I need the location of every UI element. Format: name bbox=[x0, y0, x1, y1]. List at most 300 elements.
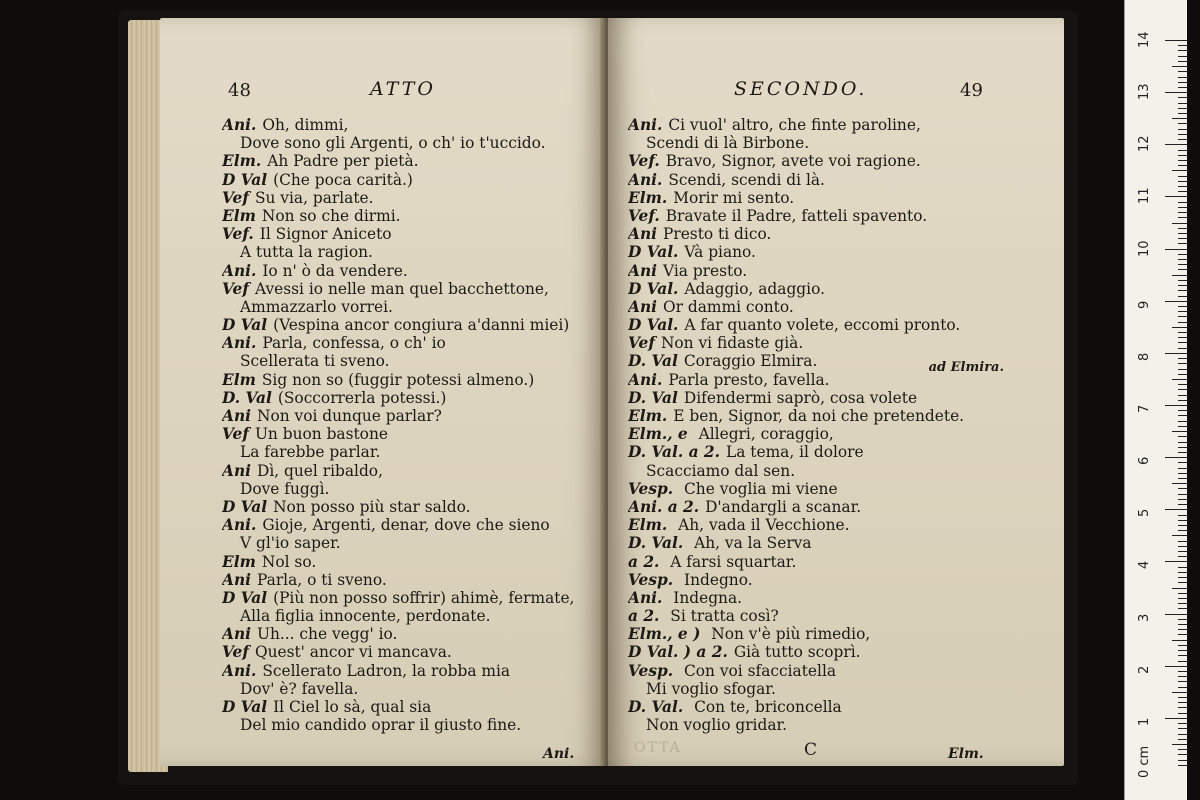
speaker-label: Ani bbox=[222, 625, 251, 644]
line-text: (Più non posso soffrir) ahimè, fermate, bbox=[273, 588, 575, 607]
verse-line bbox=[628, 553, 1056, 571]
line-text: Parla presto, favella. bbox=[668, 370, 830, 389]
speaker-label: Vef bbox=[222, 425, 249, 444]
verse-line bbox=[628, 625, 1056, 643]
speaker-label: Vef bbox=[222, 188, 249, 207]
speaker-label: D Val bbox=[222, 588, 268, 607]
ruler-tick bbox=[1178, 650, 1187, 651]
verse-line bbox=[222, 243, 600, 261]
line-text: Parla, o ti sveno. bbox=[256, 570, 387, 589]
ruler-tick bbox=[1178, 139, 1187, 140]
verse-line bbox=[222, 389, 600, 407]
verse-line bbox=[222, 425, 600, 443]
verse-line bbox=[628, 498, 1056, 516]
running-header-left: ATTO bbox=[370, 78, 436, 100]
verse-line bbox=[222, 316, 600, 334]
ruler-tick bbox=[1178, 410, 1187, 411]
ruler-tick bbox=[1178, 348, 1187, 349]
ruler-tick bbox=[1178, 608, 1187, 609]
line-text: Avessi io nelle man quel bacchettone, bbox=[254, 279, 549, 298]
verse-line bbox=[628, 571, 1056, 589]
line-text: D'andargli a scanar. bbox=[705, 497, 862, 516]
ruler-label: 1 bbox=[1137, 717, 1152, 726]
verse-line bbox=[222, 462, 600, 480]
ruler-tick bbox=[1178, 765, 1187, 766]
ruler-tick bbox=[1178, 243, 1187, 244]
speaker-label: Ani bbox=[222, 461, 251, 480]
line-text: Scacciamo dal sen. bbox=[646, 461, 796, 480]
speaker-label: Ani bbox=[628, 225, 657, 244]
ruler-tick bbox=[1178, 702, 1187, 703]
ruler-tick bbox=[1178, 61, 1187, 62]
line-text: (Che poca carità.) bbox=[273, 170, 413, 189]
ruler-tick bbox=[1172, 640, 1187, 641]
line-text: Ammazzarlo vorrei. bbox=[240, 297, 393, 316]
line-text: Io n' ò da vendere. bbox=[262, 261, 408, 280]
line-text: Si tratta così? bbox=[665, 607, 779, 626]
line-text: Già tutto scoprì. bbox=[733, 643, 861, 662]
line-text: Adaggio, adaggio. bbox=[684, 279, 825, 298]
speaker-label: D Val bbox=[222, 316, 268, 335]
verse-line bbox=[628, 262, 1056, 280]
ruler-tick bbox=[1178, 551, 1187, 552]
ruler-tick bbox=[1178, 593, 1187, 594]
ruler-tick bbox=[1172, 535, 1187, 536]
line-text: (Vespina ancor congiura a'danni miei) bbox=[273, 316, 570, 335]
measurement-ruler bbox=[1124, 0, 1187, 800]
verse-line bbox=[628, 334, 1056, 352]
ruler-tick bbox=[1178, 697, 1187, 698]
ruler-tick bbox=[1178, 645, 1187, 646]
ruler-tick bbox=[1178, 415, 1187, 416]
speaker-label: Elm bbox=[222, 370, 256, 389]
ruler-tick bbox=[1178, 515, 1187, 516]
ruler-tick bbox=[1178, 202, 1187, 203]
ruler-tick bbox=[1178, 400, 1187, 401]
ruler-tick bbox=[1178, 56, 1187, 57]
verse-line bbox=[628, 171, 1056, 189]
ruler-tick bbox=[1165, 249, 1187, 250]
ruler-tick bbox=[1178, 97, 1187, 98]
verse-line bbox=[222, 698, 600, 716]
verse-line bbox=[628, 425, 1056, 443]
ruler-tick bbox=[1178, 567, 1187, 568]
verse-line bbox=[628, 243, 1056, 261]
verse-line bbox=[222, 171, 600, 189]
speaker-label: D. Val. bbox=[628, 534, 684, 553]
ruler-tick bbox=[1178, 369, 1187, 370]
ruler-tick bbox=[1178, 228, 1187, 229]
ruler-label: 11 bbox=[1137, 187, 1152, 205]
ruler-tick bbox=[1178, 577, 1187, 578]
line-text: Con voi sfacciatella bbox=[679, 661, 837, 680]
line-text: Su via, parlate. bbox=[254, 188, 374, 207]
ruler-tick bbox=[1178, 728, 1187, 729]
ruler-label: 7 bbox=[1137, 404, 1152, 413]
line-text: Ah, vada il Vecchione. bbox=[673, 516, 850, 535]
ruler-tick bbox=[1178, 108, 1187, 109]
ruler-tick bbox=[1172, 588, 1187, 589]
line-text: Che voglia mi viene bbox=[679, 479, 838, 498]
ruler-tick bbox=[1178, 468, 1187, 469]
ruler-tick bbox=[1178, 296, 1187, 297]
verse-line bbox=[222, 280, 600, 298]
ruler-tick bbox=[1178, 254, 1187, 255]
verse-line bbox=[628, 134, 1056, 152]
ruler-label: 2 bbox=[1137, 665, 1152, 674]
ruler-tick bbox=[1178, 713, 1187, 714]
speaker-label: Vef bbox=[222, 643, 249, 662]
ruler-label: 14 bbox=[1137, 31, 1152, 48]
speaker-label: Vef bbox=[628, 334, 655, 353]
verse-line bbox=[222, 225, 600, 243]
line-text: Ah Padre per pietà. bbox=[267, 152, 419, 171]
line-text: Non vi fidaste già. bbox=[660, 334, 804, 353]
line-text: A farsi squartar. bbox=[665, 552, 797, 571]
ruler-tick bbox=[1178, 103, 1187, 104]
line-text: A tutta la ragion. bbox=[240, 243, 373, 262]
line-text: A far quanto volete, eccomi pronto. bbox=[684, 316, 961, 335]
ruler-tick bbox=[1178, 541, 1187, 542]
speaker-label: D Val bbox=[222, 497, 268, 516]
speaker-label: D Val. bbox=[628, 243, 679, 262]
speaker-label: D. Val. bbox=[628, 698, 684, 716]
line-text: (Soccorrerla potessi.) bbox=[277, 388, 447, 407]
ruler-tick bbox=[1165, 405, 1187, 406]
line-text: Mi voglio sfogar. bbox=[646, 679, 776, 698]
speaker-label: Elm bbox=[222, 552, 256, 571]
verse-line bbox=[628, 607, 1056, 625]
ruler-tick bbox=[1178, 619, 1187, 620]
verse-line bbox=[628, 316, 1056, 334]
verse-line bbox=[628, 207, 1056, 225]
line-text: V gl'io saper. bbox=[240, 534, 341, 553]
ruler-tick bbox=[1172, 170, 1187, 171]
speaker-label: Vesp. bbox=[628, 570, 674, 589]
line-text: Ci vuol' altro, che finte paroline, bbox=[668, 116, 921, 134]
verse-line bbox=[222, 553, 600, 571]
ruler-tick bbox=[1178, 389, 1187, 390]
ruler-tick bbox=[1165, 92, 1187, 93]
speaker-label: D. Val bbox=[222, 388, 272, 407]
speaker-label: Ani. bbox=[628, 588, 663, 607]
speaker-label: Vef. bbox=[628, 206, 660, 225]
line-text: Indegno. bbox=[679, 570, 753, 589]
ruler-tick bbox=[1178, 87, 1187, 88]
ruler-tick bbox=[1165, 561, 1187, 562]
line-text: Oh, dimmi, bbox=[262, 116, 349, 134]
verse-line bbox=[222, 134, 600, 152]
line-text: Alla figlia innocente, perdonate. bbox=[240, 607, 491, 626]
line-text: Gioje, Argenti, denar, dove che sieno bbox=[262, 516, 550, 535]
ruler-tick bbox=[1178, 160, 1187, 161]
line-text: La tema, il dolore bbox=[725, 443, 864, 462]
ruler-tick bbox=[1165, 353, 1187, 354]
verse-line bbox=[222, 643, 600, 661]
speaker-label: Elm. bbox=[628, 407, 668, 425]
ruler-tick bbox=[1172, 327, 1187, 328]
verse-line bbox=[628, 662, 1056, 680]
ruler-tick bbox=[1178, 760, 1187, 761]
verse-line bbox=[628, 225, 1056, 243]
ruler-tick bbox=[1178, 671, 1187, 672]
ruler-tick bbox=[1178, 123, 1187, 124]
left-text-block bbox=[222, 116, 600, 734]
verse-line bbox=[628, 116, 1056, 134]
ruler-tick bbox=[1178, 473, 1187, 474]
ruler-tick bbox=[1178, 332, 1187, 333]
ruler-tick bbox=[1178, 494, 1187, 495]
ruler-tick bbox=[1178, 50, 1187, 51]
ruler-tick bbox=[1178, 504, 1187, 505]
verse-line bbox=[222, 262, 600, 280]
verse-line bbox=[628, 716, 1056, 734]
ruler-label: 10 bbox=[1137, 240, 1152, 257]
ruler-tick bbox=[1178, 629, 1187, 630]
ruler-tick bbox=[1178, 442, 1187, 443]
line-text: Un buon bastone bbox=[254, 425, 388, 444]
line-text: Con te, briconcella bbox=[689, 698, 842, 716]
verse-line bbox=[628, 480, 1056, 498]
line-text: Non posso più star saldo. bbox=[273, 497, 471, 516]
verse-line bbox=[222, 534, 600, 552]
ruler-tick bbox=[1178, 358, 1187, 359]
ruler-tick bbox=[1178, 316, 1187, 317]
verse-line bbox=[222, 189, 600, 207]
line-text: Difendermi saprò, cosa volete bbox=[683, 388, 918, 407]
speaker-label: Elm. bbox=[628, 188, 668, 207]
ruler-tick bbox=[1178, 754, 1187, 755]
line-text: Coraggio Elmira. bbox=[683, 352, 818, 371]
ruler-tick bbox=[1178, 285, 1187, 286]
line-text: Uh... che vegg' io. bbox=[256, 625, 398, 644]
line-text: Sig non so (fuggir potessi almeno.) bbox=[261, 370, 535, 389]
speaker-label: Ani. bbox=[222, 661, 257, 680]
line-text: Scellerato Ladron, la robba mia bbox=[262, 661, 511, 680]
ruler-tick bbox=[1178, 212, 1187, 213]
ruler-tick bbox=[1178, 707, 1187, 708]
speaker-label: Vef. bbox=[222, 225, 254, 244]
left-page bbox=[160, 18, 606, 766]
speaker-label: Ani. bbox=[628, 116, 663, 134]
ruler-tick bbox=[1172, 66, 1187, 67]
speaker-label: Ani bbox=[628, 261, 657, 280]
catchword-right: Elm. bbox=[948, 746, 984, 762]
speaker-label: a 2. bbox=[628, 552, 660, 571]
verse-line bbox=[628, 443, 1056, 461]
ruler-tick bbox=[1165, 196, 1187, 197]
speaker-label: D Val bbox=[222, 170, 268, 189]
verse-line bbox=[628, 534, 1056, 552]
line-text: Scellerata ti sveno. bbox=[240, 352, 390, 371]
verse-line bbox=[222, 516, 600, 534]
ruler-tick bbox=[1178, 624, 1187, 625]
ruler-tick bbox=[1178, 687, 1187, 688]
verse-line bbox=[628, 189, 1056, 207]
ruler-tick bbox=[1178, 520, 1187, 521]
line-text: Del mio candido oprar il giusto fine. bbox=[240, 716, 522, 735]
ruler-tick bbox=[1178, 280, 1187, 281]
page-number-right: 49 bbox=[960, 80, 983, 101]
ruler-tick bbox=[1178, 734, 1187, 735]
ruler-tick bbox=[1165, 718, 1187, 719]
library-stamp: OTTA bbox=[634, 740, 682, 756]
verse-line bbox=[222, 443, 600, 461]
ruler-label: 8 bbox=[1137, 352, 1152, 361]
ruler-tick bbox=[1178, 436, 1187, 437]
ruler-tick bbox=[1178, 525, 1187, 526]
line-text: Dove sono gli Argenti, o ch' io t'uccido. bbox=[240, 134, 546, 153]
ruler-tick bbox=[1178, 478, 1187, 479]
line-text: Scendi di là Birbone. bbox=[646, 134, 810, 153]
ruler-tick bbox=[1178, 77, 1187, 78]
ruler-tick bbox=[1178, 499, 1187, 500]
line-text: Ah, va la Serva bbox=[689, 534, 812, 553]
verse-line bbox=[222, 334, 600, 352]
speaker-label: Elm. bbox=[222, 152, 262, 171]
speaker-label: a 2. bbox=[628, 607, 660, 626]
ruler-tick bbox=[1178, 655, 1187, 656]
ruler-tick bbox=[1178, 45, 1187, 46]
ruler-tick bbox=[1172, 744, 1187, 745]
verse-line bbox=[628, 389, 1056, 407]
speaker-label: D Val bbox=[222, 698, 268, 716]
ruler-tick bbox=[1178, 233, 1187, 234]
verse-line bbox=[222, 571, 600, 589]
line-text: Il Ciel lo sà, qual sia bbox=[273, 698, 432, 716]
ruler-tick bbox=[1178, 155, 1187, 156]
line-text: Non v'è più rimedio, bbox=[706, 625, 871, 644]
verse-line bbox=[628, 280, 1056, 298]
ruler-tick bbox=[1178, 603, 1187, 604]
speaker-label: Vesp. bbox=[628, 479, 674, 498]
ruler-label: 6 bbox=[1137, 456, 1152, 466]
ruler-tick bbox=[1178, 150, 1187, 151]
ruler-label: 3 bbox=[1137, 613, 1152, 622]
ruler-label: 0 cm bbox=[1137, 745, 1152, 778]
ruler-label: 4 bbox=[1137, 561, 1152, 570]
line-text: Và piano. bbox=[684, 243, 756, 262]
speaker-label: D. Val bbox=[628, 352, 678, 371]
ruler-tick bbox=[1178, 337, 1187, 338]
speaker-label: Ani bbox=[628, 297, 657, 316]
ruler-tick bbox=[1178, 259, 1187, 260]
right-text-block bbox=[628, 116, 1056, 734]
speaker-label: Ani. bbox=[222, 334, 257, 353]
line-text: Non so che dirmi. bbox=[261, 206, 401, 225]
ruler-tick bbox=[1178, 681, 1187, 682]
ruler-tick bbox=[1178, 661, 1187, 662]
ruler-tick bbox=[1178, 749, 1187, 750]
verse-line bbox=[628, 462, 1056, 480]
line-text: Non voi dunque parlar? bbox=[256, 407, 442, 425]
speaker-label: D Val. bbox=[628, 316, 679, 335]
verse-line bbox=[222, 680, 600, 698]
ruler-tick bbox=[1165, 40, 1187, 41]
ruler-tick bbox=[1178, 238, 1187, 239]
ruler-tick bbox=[1178, 113, 1187, 114]
ruler-tick bbox=[1172, 692, 1187, 693]
verse-line bbox=[628, 698, 1056, 716]
speaker-label: Elm bbox=[222, 206, 256, 225]
ruler-tick bbox=[1172, 275, 1187, 276]
ruler-tick bbox=[1178, 462, 1187, 463]
verse-line bbox=[628, 516, 1056, 534]
line-text: Scendi, scendi di là. bbox=[668, 170, 825, 189]
ruler-tick bbox=[1172, 118, 1187, 119]
verse-line bbox=[222, 371, 600, 389]
ruler-tick bbox=[1165, 301, 1187, 302]
speaker-label: D. Val bbox=[628, 388, 678, 407]
verse-line bbox=[222, 662, 600, 680]
verse-line bbox=[222, 480, 600, 498]
ruler-tick bbox=[1178, 217, 1187, 218]
verse-line bbox=[222, 498, 600, 516]
line-text: Parla, confessa, o ch' io bbox=[262, 334, 446, 353]
line-text: Morir mi sento. bbox=[673, 188, 795, 207]
speaker-label: Ani bbox=[222, 570, 251, 589]
verse-line bbox=[222, 716, 600, 734]
speaker-label: Elm., e bbox=[628, 425, 688, 444]
speaker-label: D Val. bbox=[628, 279, 679, 298]
ruler-tick bbox=[1178, 488, 1187, 489]
speaker-label: Elm. bbox=[628, 516, 668, 535]
ruler-tick bbox=[1172, 483, 1187, 484]
speaker-label: Elm., e ) bbox=[628, 625, 701, 644]
verse-line bbox=[222, 207, 600, 225]
line-text: Dove fuggì. bbox=[240, 479, 330, 498]
ruler-tick bbox=[1178, 598, 1187, 599]
speaker-label: Vef. bbox=[628, 152, 660, 171]
line-text: Bravo, Signor, avete voi ragione. bbox=[665, 152, 921, 171]
line-text: Allegri, coraggio, bbox=[693, 425, 834, 444]
line-text: Indegna. bbox=[668, 588, 743, 607]
ruler-tick bbox=[1178, 395, 1187, 396]
ruler-tick bbox=[1178, 134, 1187, 135]
verse-line bbox=[222, 589, 600, 607]
catchword-left: Ani. bbox=[543, 746, 575, 762]
ruler-tick bbox=[1178, 426, 1187, 427]
ruler-tick bbox=[1178, 129, 1187, 130]
ruler-tick bbox=[1178, 374, 1187, 375]
ruler-tick bbox=[1178, 676, 1187, 677]
ruler-tick bbox=[1178, 165, 1187, 166]
ruler-tick bbox=[1178, 723, 1187, 724]
verse-line bbox=[222, 625, 600, 643]
stage-direction: ad Elmira. bbox=[928, 360, 1004, 375]
ruler-tick bbox=[1165, 144, 1187, 145]
speaker-label: Ani. bbox=[222, 261, 257, 280]
verse-line bbox=[628, 643, 1056, 661]
running-header-right: SECONDO. bbox=[734, 78, 868, 100]
verse-line bbox=[628, 152, 1056, 170]
ruler-tick bbox=[1178, 186, 1187, 187]
ruler-tick bbox=[1178, 447, 1187, 448]
speaker-label: D Val. ) a 2. bbox=[628, 643, 728, 662]
line-text: La farebbe parlar. bbox=[240, 443, 381, 462]
ruler-tick bbox=[1178, 572, 1187, 573]
verse-line bbox=[628, 680, 1056, 698]
verse-line bbox=[222, 116, 600, 134]
ruler-tick bbox=[1172, 223, 1187, 224]
verse-line bbox=[222, 607, 600, 625]
ruler-tick bbox=[1172, 379, 1187, 380]
ruler-tick bbox=[1165, 509, 1187, 510]
line-text: Via presto. bbox=[662, 261, 748, 280]
ruler-tick bbox=[1165, 614, 1187, 615]
verse-line bbox=[628, 407, 1056, 425]
ruler-tick bbox=[1178, 306, 1187, 307]
